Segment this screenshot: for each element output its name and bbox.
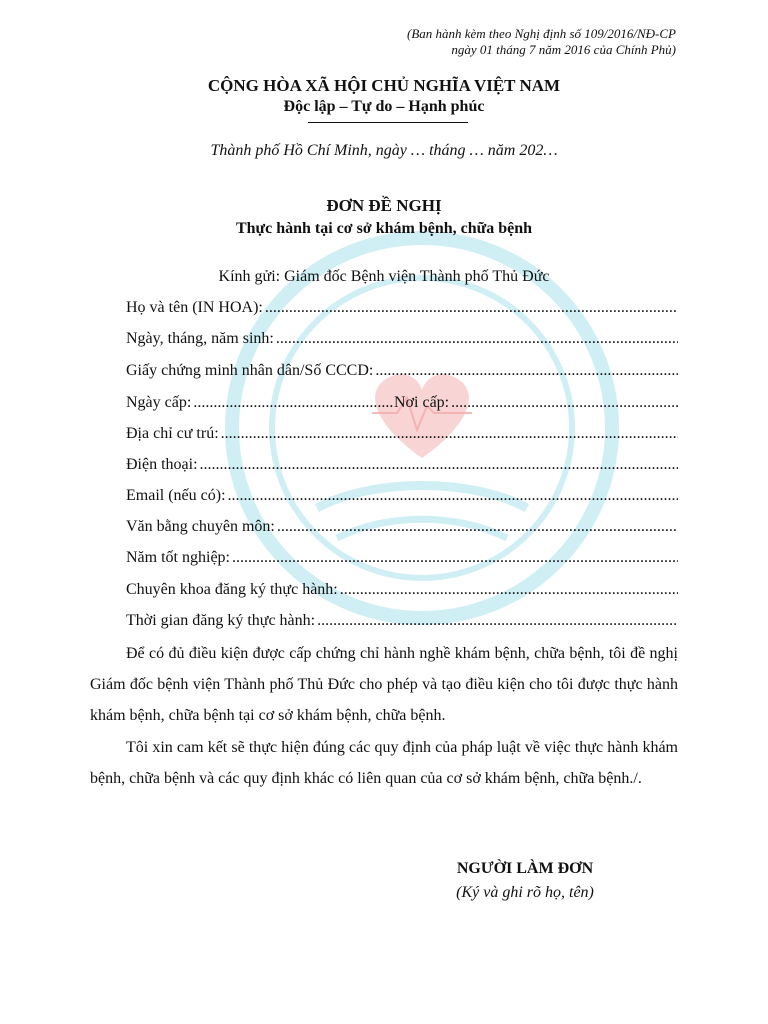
signature-title: NGƯỜI LÀM ĐƠN: [456, 860, 594, 877]
document-subtitle: Thực hành tại cơ sở khám bệnh, chữa bệnh: [235, 220, 533, 237]
email-field[interactable]: [126, 487, 678, 509]
national-title: CỘNG HÒA XÃ HỘI CHỦ NGHĨA VIỆT NAM: [207, 76, 561, 95]
fill-in-dots: [232, 549, 678, 571]
fill-in-dots: [193, 394, 394, 416]
fill-in-dots: [228, 487, 678, 509]
phone-label: Điện thoại:: [126, 456, 198, 473]
fill-in-dots: [221, 425, 678, 447]
fill-in-dots: [340, 581, 678, 603]
address-label: Địa chỉ cư trú:: [126, 425, 219, 442]
fill-in-dots: [277, 518, 678, 540]
specialty-label: Chuyên khoa đăng ký thực hành:: [126, 581, 338, 598]
commitment-paragraph: Tôi xin cam kết sẽ thực hiện đúng các quy định của pháp luật về việc thực hành khám bệnh, chữa bệnh và các quy định khác có liên quan của cơ sở khám bệnh, chữa bệnh./.: [90, 739, 678, 787]
fill-in-dots: [200, 456, 678, 478]
degree-field[interactable]: [126, 518, 678, 540]
document-title: ĐƠN ĐỀ NGHỊ: [326, 196, 442, 215]
recipient-line: Kính gửi: Giám đốc Bệnh viện Thành phố Thủ Đức: [218, 268, 550, 285]
phone-field[interactable]: [126, 456, 678, 478]
legal-reference: [407, 26, 676, 58]
signature-note: (Ký và ghi rõ họ, tên): [456, 884, 594, 901]
full-name-label: Họ và tên (IN HOA):: [126, 299, 263, 316]
place-date-line: Thành phố Hồ Chí Minh, ngày … tháng … năm 202…: [210, 142, 558, 159]
id-card-field[interactable]: [126, 362, 678, 384]
dob-label: Ngày, tháng, năm sinh:: [126, 330, 274, 347]
period-field[interactable]: [126, 612, 678, 634]
degree-label: Văn bằng chuyên môn:: [126, 518, 275, 535]
issue-row: [126, 394, 678, 416]
motto-underline: [308, 122, 468, 123]
fill-in-dots: [375, 362, 678, 384]
dob-field[interactable]: [126, 330, 678, 352]
fill-in-dots: [276, 330, 678, 352]
grad-year-field[interactable]: [126, 549, 678, 571]
issue-date-field[interactable]: [126, 394, 394, 416]
issue-place-field[interactable]: [394, 394, 678, 416]
national-motto: Độc lập – Tự do – Hạnh phúc: [283, 98, 485, 115]
address-field[interactable]: [126, 425, 678, 447]
fill-in-dots: [265, 299, 678, 321]
fill-in-dots: [317, 612, 678, 634]
legal-reference-line1: (Ban hành kèm theo Nghị định số 109/2016/NĐ-CP: [406, 26, 676, 41]
id-card-label: Giấy chứng minh nhân dân/Số CCCD:: [126, 362, 374, 379]
legal-reference-line2: ngày 01 tháng 7 năm 2016 của Chính Phủ): [451, 42, 676, 57]
email-label: Email (nếu có):: [126, 487, 226, 504]
issue-place-label: Nơi cấp:: [394, 394, 450, 411]
specialty-field[interactable]: [126, 581, 678, 603]
issue-date-label: Ngày cấp:: [126, 394, 192, 411]
grad-year-label: Năm tốt nghiệp:: [126, 549, 230, 566]
period-label: Thời gian đăng ký thực hành:: [126, 612, 316, 629]
fill-in-dots: [451, 394, 678, 416]
full-name-field[interactable]: [126, 299, 678, 321]
request-paragraph: Để có đủ điều kiện được cấp chứng chỉ hành nghề khám bệnh, chữa bệnh, tôi đề nghị Giám đốc bệnh viện Thành phố Thủ Đức cho phép và tạo điều kiện cho tôi được thực hành khám bệnh, chữa bệnh tại cơ sở khám bệnh, chữa bệnh.: [90, 645, 678, 724]
